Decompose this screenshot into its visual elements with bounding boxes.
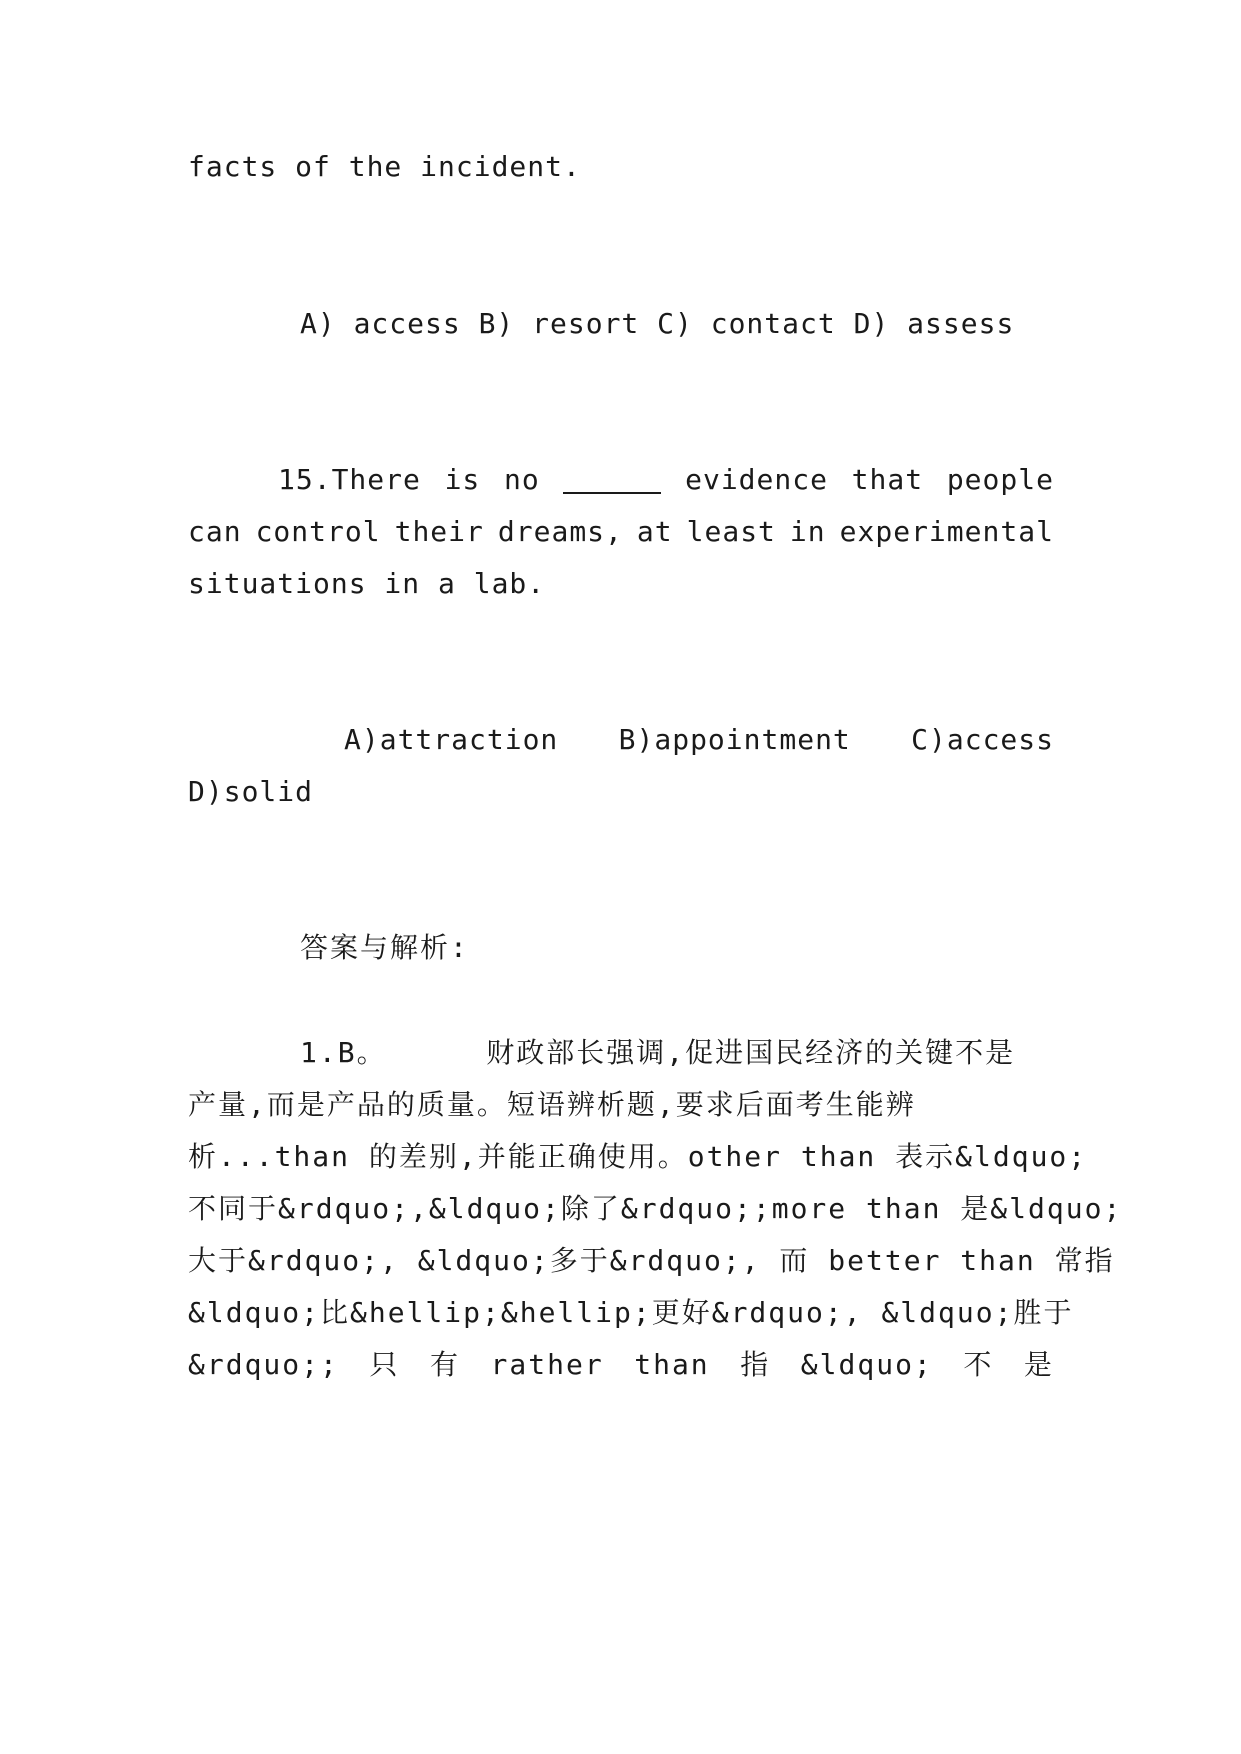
answer-1-word: 只: [369, 1348, 400, 1381]
q15-word: that: [851, 463, 924, 496]
q15-answer-blank: [563, 458, 661, 494]
answer-1-line-5: 大于&rdquo;, &ldquo;多于&rdquo;, 而 better than 常指: [188, 1244, 1115, 1277]
answer-1-word: than: [634, 1348, 710, 1381]
q15-word: no: [503, 463, 540, 496]
q15-word: people: [946, 463, 1054, 496]
answer-1-word: 指: [740, 1348, 771, 1381]
answer-1-text: 财政部长强调,促进国民经济的关键不是: [486, 1036, 1016, 1069]
q15-stem-line-3: situations in a lab.: [188, 567, 546, 600]
answer-1-word: rather: [490, 1348, 604, 1381]
q15-stem-line-2: [188, 514, 1054, 550]
answer-1-line-1: [300, 1035, 1054, 1071]
q15-option-a: A)attraction: [344, 723, 559, 756]
answer-1-word: &rdquo;;: [188, 1348, 339, 1381]
q15-word: 15.There: [278, 463, 421, 496]
answer-1-word: 不: [963, 1348, 994, 1381]
q14-options: A) access B) resort C) contact D) assess: [300, 307, 1015, 340]
q15-options-line-1: [344, 722, 1054, 758]
q15-word: is: [444, 463, 481, 496]
answer-1-line-7: [188, 1347, 1054, 1383]
q15-word: experimental: [839, 515, 1054, 548]
answer-1-line-3: 析...than 的差别,并能正确使用。other than 表示&ldquo;: [188, 1140, 1088, 1173]
answer-1-word: 是: [1023, 1348, 1054, 1381]
q15-option-d: D)solid: [188, 775, 314, 808]
answer-1-word: &ldquo;: [800, 1348, 933, 1381]
answers-heading: 答案与解析:: [300, 931, 469, 964]
q14-stem-end: facts of the incident.: [188, 150, 581, 183]
answer-1-word: 有: [429, 1348, 460, 1381]
q15-stem-line-1: [278, 462, 1054, 498]
q15-word: in: [789, 515, 826, 548]
answer-1-line-4: 不同于&rdquo;,&ldquo;除了&rdquo;;more than 是&ldquo;: [188, 1192, 1123, 1225]
q15-word: dreams,: [497, 515, 623, 548]
q15-option-c: C)access: [911, 723, 1054, 756]
answer-1-line-6: &ldquo;比&hellip;&hellip;更好&rdquo;, &ldquo;胜于: [188, 1296, 1074, 1329]
q15-option-b: B)appointment: [618, 723, 851, 756]
answer-1-line-2: 产量,而是产品的质量。短语辨析题,要求后面考生能辨: [188, 1088, 916, 1121]
q15-word: at: [636, 515, 673, 548]
q15-word: least: [686, 515, 776, 548]
q15-word: control: [255, 515, 381, 548]
answer-1-lead: 1.B。: [300, 1036, 387, 1069]
q15-word: their: [394, 515, 484, 548]
q15-word: can: [188, 515, 242, 548]
q15-word: evidence: [685, 463, 828, 496]
